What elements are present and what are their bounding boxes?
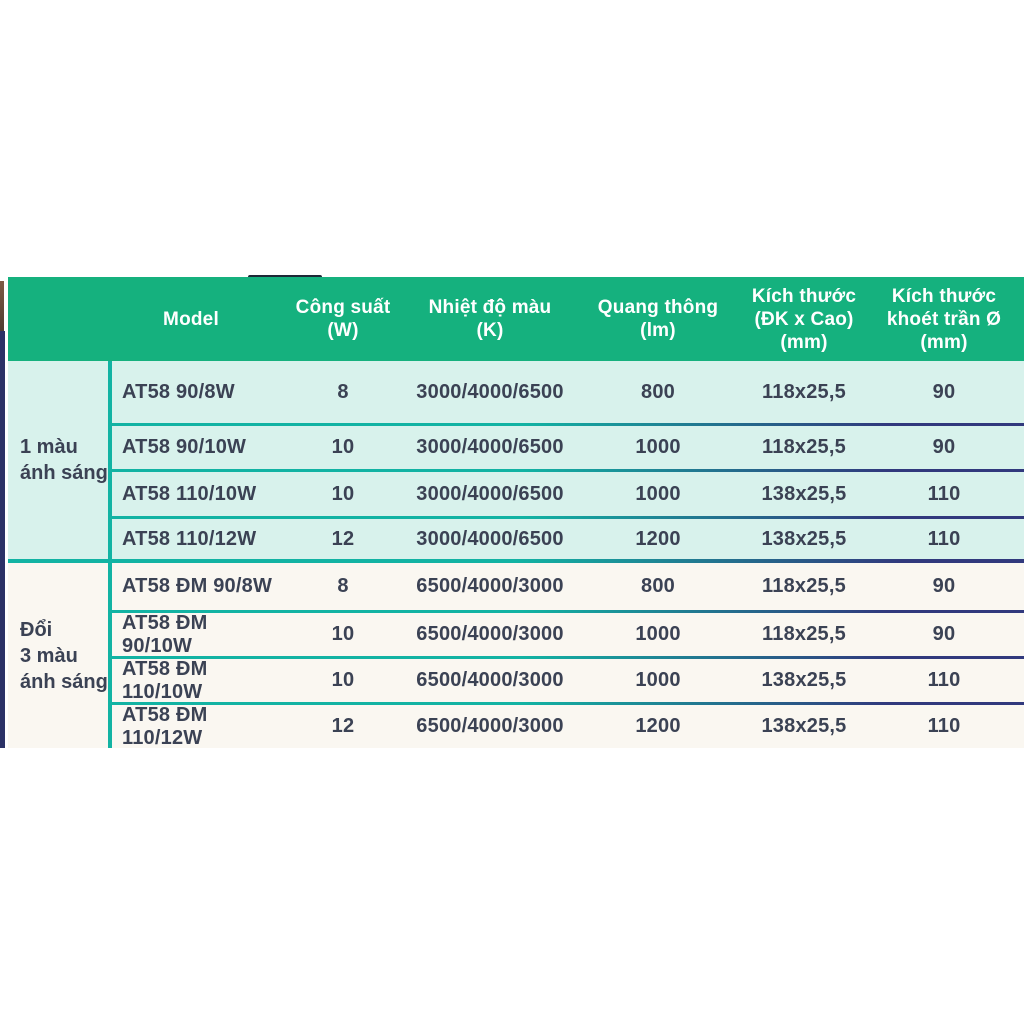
cell-cutout: 90 [932, 623, 956, 645]
column-header-model [104, 277, 278, 361]
group-single-color [8, 361, 1024, 559]
cell-power: 8 [337, 380, 349, 403]
table-row [112, 361, 1024, 423]
table-row [112, 659, 1024, 702]
left-edge-bar [0, 331, 5, 748]
column-header-color-temp [408, 277, 572, 361]
cell-size: 118x25,5 [762, 575, 846, 597]
header-group-spacer [8, 277, 104, 361]
cell-color-temp: 6500/4000/3000 [416, 715, 564, 737]
cell-power: 8 [337, 575, 349, 597]
cell-model: AT58 ĐM 90/8W [122, 575, 273, 597]
cell-size: 138x25,5 [761, 715, 847, 737]
group-label [8, 361, 108, 559]
cell-model: AT58 90/8W [122, 380, 235, 403]
header-line: Quang thông [597, 297, 719, 318]
cell-color-temp: 6500/4000/3000 [416, 669, 564, 691]
cell-model: AT58 ĐM 110/12W [122, 703, 208, 749]
cell-power: 10 [331, 623, 355, 645]
header-line: (W) [327, 320, 359, 341]
spec-table [8, 277, 1024, 748]
table-row [112, 426, 1024, 469]
group-rows [112, 361, 1024, 559]
column-header-dimensions [744, 277, 864, 361]
table-row [112, 472, 1024, 516]
column-header-luminous-flux [572, 277, 744, 361]
header-line: khoét trần Ø [886, 308, 1002, 330]
cell-cutout: 110 [927, 715, 961, 737]
cell-cutout: 110 [927, 669, 961, 691]
cell-model: AT58 ĐM 90/10W [122, 611, 208, 657]
group-label-line: ánh sáng [20, 670, 108, 693]
cell-size: 118x25,5 [762, 436, 846, 458]
cell-power: 10 [331, 482, 355, 505]
cell-color-temp: 3000/4000/6500 [416, 380, 564, 403]
photo-edge-artifact [0, 281, 4, 333]
cell-flux: 1000 [635, 623, 681, 645]
table-header-row [8, 277, 1024, 361]
cell-flux: 800 [641, 380, 675, 403]
cell-flux: 1200 [635, 715, 681, 737]
cell-size: 118x25,5 [762, 380, 846, 403]
table-row [112, 563, 1024, 610]
header-line: Công suất [295, 297, 391, 318]
header-line: (lm) [640, 320, 676, 341]
cell-power: 12 [331, 715, 355, 737]
cell-cutout: 90 [932, 575, 956, 597]
cell-size: 138x25,5 [761, 669, 847, 691]
cell-flux: 800 [641, 575, 675, 597]
cell-power: 10 [331, 669, 355, 691]
cell-model: AT58 ĐM 110/10W [122, 657, 208, 703]
cell-model: AT58 110/12W [122, 527, 257, 550]
cell-color-temp: 3000/4000/6500 [416, 436, 564, 458]
header-line: Kích thước [751, 285, 857, 307]
cell-flux: 1000 [635, 669, 681, 691]
cell-power: 10 [331, 436, 355, 458]
table-row [112, 613, 1024, 656]
group-label [8, 563, 108, 748]
cell-size: 138x25,5 [761, 527, 847, 550]
column-header-cutout [864, 277, 1024, 361]
group-label-line: 3 màu [20, 644, 78, 667]
header-line: (K) [476, 320, 504, 341]
group-label-line: Đổi [20, 618, 53, 641]
header-line: (mm) [780, 331, 828, 353]
group-rows [112, 563, 1024, 748]
cell-color-temp: 6500/4000/3000 [416, 623, 564, 645]
cell-size: 118x25,5 [762, 623, 846, 645]
cell-flux: 1200 [635, 527, 681, 550]
cell-color-temp: 6500/4000/3000 [416, 575, 564, 597]
cell-color-temp: 3000/4000/6500 [416, 482, 564, 505]
cell-power: 12 [331, 527, 355, 550]
cell-cutout: 110 [927, 482, 961, 505]
group-label-line: 1 màu [20, 436, 78, 458]
header-line: Model [163, 308, 219, 330]
cell-model: AT58 110/10W [122, 482, 257, 505]
table-row [112, 519, 1024, 559]
cell-cutout: 90 [932, 380, 956, 403]
column-header-power [278, 277, 408, 361]
header-line: Kích thước [891, 285, 997, 307]
table-row [112, 705, 1024, 748]
cell-flux: 1000 [635, 482, 681, 505]
cell-color-temp: 3000/4000/6500 [416, 527, 564, 550]
group-label-line: ánh sáng [20, 462, 108, 484]
cell-flux: 1000 [635, 436, 681, 458]
header-line: (ĐK x Cao) [754, 308, 854, 330]
cell-model: AT58 90/10W [122, 436, 247, 458]
cell-size: 138x25,5 [761, 482, 847, 505]
cell-cutout: 90 [932, 436, 956, 458]
header-line: Nhiệt độ màu [428, 297, 552, 318]
cell-cutout: 110 [927, 527, 961, 550]
group-color-changing [8, 563, 1024, 748]
header-line: (mm) [920, 331, 968, 353]
